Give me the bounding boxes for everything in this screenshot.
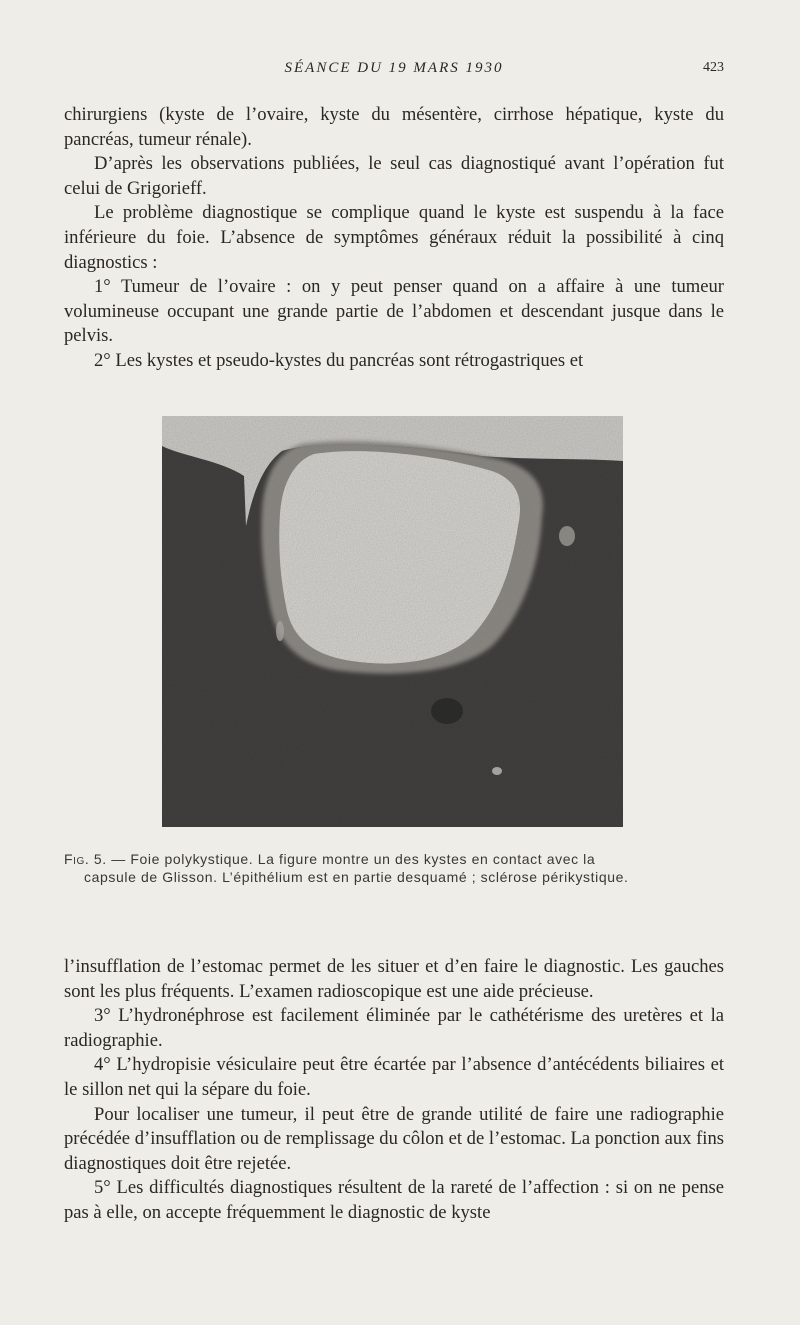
- body-text-bottom: [64, 955, 724, 1226]
- paragraph: Pour localiser une tumeur, il peut être de grande utilité de faire une radiographie précédée d’insufflation ou de remplissage du côlon et de l’estomac. La ponction aux fins diagnostiques doit être rejetée.: [64, 1103, 724, 1174]
- figure-label: Fig. 5. —: [64, 851, 126, 867]
- figure-caption: [64, 850, 724, 886]
- caption-text-first: Foie polykystique. La figure montre un des kystes en contact avec la: [130, 851, 596, 867]
- running-header: [64, 60, 724, 84]
- paragraph: 1° Tumeur de l’ovaire : on y peut penser quand on a affaire à une tumeur volumineuse occupant une grande partie de l’abdomen et descendant jusque dans le pelvis.: [64, 276, 724, 347]
- paragraph: 5° Les difficultés diagnostiques résultent de la rareté de l’affection : si on ne pense pas à elle, on accepte fréquemment le diagnostic de kyste: [64, 1177, 724, 1223]
- paragraph: l’insufflation de l’estomac permet de les situer et d’en faire le diagnostic. Les gauches sont les plus fréquents. L’examen radioscopique est une aide précieuse.: [64, 956, 724, 1002]
- paragraph: D’après les observations publiées, le seul cas diagnostiqué avant l’opération fut celui de Grigorieff.: [64, 153, 724, 199]
- paragraph: Le problème diagnostique se complique quand le kyste est suspendu à la face inférieure du foie. L’absence de symptômes généraux réduit la possibilité à cinq diagnostics :: [64, 202, 724, 273]
- running-title: SÉANCE DU 19 MARS 1930: [284, 60, 504, 76]
- paragraph: 4° L’hydropisie vésiculaire peut être écartée par l’absence d’antécédents biliaires et le sillon net qui la sépare du foie.: [64, 1054, 724, 1100]
- page-number: 423: [703, 60, 724, 75]
- caption-text-rest: capsule de Glisson. L’épithélium est en partie desquamé ; sclérose périkystique.: [84, 869, 629, 885]
- paragraph: chirurgiens (kyste de l’ovaire, kyste du mésentère, cirrhose hépatique, kyste du pancréas, tumeur rénale).: [64, 104, 724, 150]
- body-text-top: [64, 103, 724, 374]
- paragraph: 3° L’hydronéphrose est facilement éliminée par le cathétérisme des uretères et la radiographie.: [64, 1005, 724, 1051]
- histology-micrograph: [162, 416, 623, 827]
- paragraph: 2° Les kystes et pseudo-kystes du pancréas sont rétrogastriques et: [94, 349, 584, 371]
